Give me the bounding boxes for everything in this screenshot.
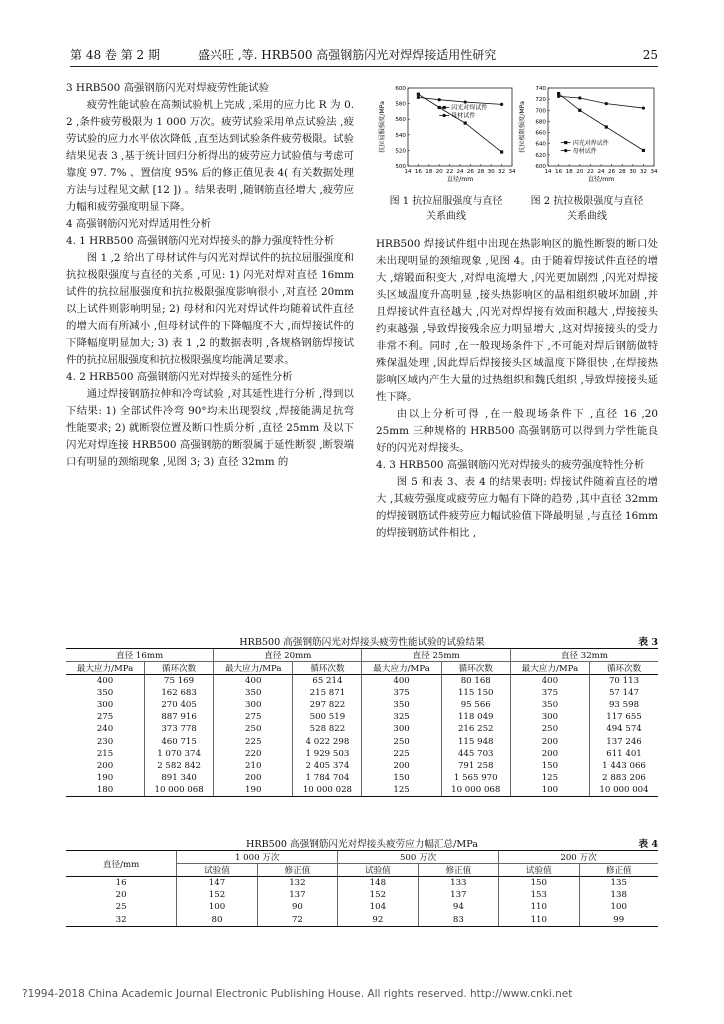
y-tick-label: 600 bbox=[395, 86, 406, 92]
data-point-square bbox=[605, 125, 608, 128]
table-3-body bbox=[66, 675, 658, 797]
x-tick-label: 28 bbox=[618, 169, 626, 175]
table-cell: 99 bbox=[579, 914, 658, 926]
y-tick-label: 740 bbox=[535, 86, 546, 92]
figure-2-chart bbox=[516, 82, 658, 192]
article-running-title: 盛兴旺 ,等. HRB500 高强钢筋闪光对焊焊接适用性研究 bbox=[198, 48, 497, 62]
y-tick-label: 580 bbox=[395, 101, 406, 108]
table-cell: 375 bbox=[510, 687, 589, 699]
table-cell: 90 bbox=[257, 901, 337, 913]
table-cell: 104 bbox=[338, 901, 418, 913]
section-3-paragraph: 疲劳性能试验在高频试验机上完成 ,采用的应力比 R 为 0. 2 ,条件疲劳极限为 1 000 万次。疲劳试验采用单点试验法 ,疲劳试验的应力水平依次降低 ,直至达到试验条件疲劳极限。试验结果见表 3 ,基于统计回归分析得出的疲劳应力试验值与考虑可靠度 97. 7% 、置信度 95% 后的修正值见表 4( 有关数据处理方法与过程见文献 [12 ]) 。结果表明 ,随钢筋直径增大 ,疲劳应力幅和疲劳强度明显下降。 bbox=[66, 99, 354, 213]
y-axis-label: 抗拉屈服强度/MPa bbox=[379, 101, 386, 153]
table-cell: 400 bbox=[362, 675, 441, 687]
table-cell: 300 bbox=[510, 711, 589, 723]
table-row bbox=[66, 877, 658, 889]
table-cell: 216 252 bbox=[441, 723, 510, 735]
table-cell: 400 bbox=[96, 675, 114, 686]
table-cell: 250 bbox=[510, 723, 589, 735]
table-3-col-stress: 最大应力/MPa bbox=[66, 662, 145, 675]
x-tick-label: 28 bbox=[477, 169, 485, 175]
data-point-square bbox=[464, 122, 467, 125]
section-4-2-heading: 4. 2 HRB500 高强钢筋闪光对焊接头的延性分析 bbox=[66, 371, 293, 383]
table-3-group-32: 直径 32mm bbox=[510, 649, 658, 662]
y-tick-label: 520 bbox=[395, 148, 406, 155]
table-row bbox=[66, 675, 658, 687]
table-3-group-16: 直径 16mm bbox=[66, 649, 214, 662]
table-cell: 152 bbox=[338, 889, 418, 901]
legend-label: 母材试件 bbox=[572, 147, 597, 155]
left-column bbox=[66, 80, 354, 471]
x-tick-label: 24 bbox=[456, 169, 464, 175]
x-tick-label: 22 bbox=[446, 169, 454, 175]
table-cell: 153 bbox=[499, 889, 579, 901]
table-cell: 135 bbox=[579, 877, 658, 889]
table-cell: 10 000 068 bbox=[441, 784, 510, 796]
table-cell: 275 bbox=[96, 712, 114, 723]
y-tick-label: 540 bbox=[395, 132, 406, 139]
table-row bbox=[66, 687, 658, 699]
running-header bbox=[70, 44, 658, 67]
table-cell: 220 bbox=[214, 748, 293, 760]
section-4-3-heading: 4. 3 HRB500 高强钢筋闪光对焊接头的疲劳强度特性分析 bbox=[376, 459, 645, 471]
table-cell: 4 022 298 bbox=[293, 735, 362, 747]
table-4-col-corr: 修正值 bbox=[579, 864, 658, 877]
table-cell: 891 340 bbox=[145, 772, 214, 784]
table-3-col-cycles: 循环次数 bbox=[441, 662, 510, 675]
table-4-col-corr: 修正值 bbox=[418, 864, 498, 877]
legend-marker-circle bbox=[443, 114, 446, 117]
table-cell: 137 bbox=[257, 889, 337, 901]
figure-1-caption-line1: 图 1 抗拉屈服强度与直径 bbox=[389, 196, 503, 207]
table-cell: 325 bbox=[362, 711, 441, 723]
table-cell: 137 246 bbox=[590, 735, 658, 747]
table-3-col-stress: 最大应力/MPa bbox=[214, 662, 293, 675]
table-3-number: 表 3 bbox=[638, 637, 658, 648]
table-row bbox=[66, 889, 658, 901]
table-4-number: 表 4 bbox=[638, 839, 658, 850]
y-tick-label: 560 bbox=[395, 117, 406, 124]
legend-label: 母材试件 bbox=[451, 112, 476, 120]
table-cell: 150 bbox=[362, 772, 441, 784]
table-cell: 100 bbox=[579, 901, 658, 913]
x-tick-label: 24 bbox=[597, 169, 605, 175]
table-cell: 115 150 bbox=[441, 687, 510, 699]
table-cell: 791 258 bbox=[441, 760, 510, 772]
y-tick-label: 720 bbox=[535, 97, 546, 104]
table-cell: 115 948 bbox=[441, 735, 510, 747]
table-cell: 210 bbox=[214, 760, 293, 772]
table-cell: 2 582 842 bbox=[145, 760, 214, 772]
figure-2-caption bbox=[516, 194, 658, 224]
table-cell: 10 000 004 bbox=[590, 784, 658, 796]
table-cell: 10 000 068 bbox=[145, 784, 214, 796]
x-axis-label: 直径/mm bbox=[587, 176, 615, 183]
data-point-circle bbox=[464, 100, 467, 103]
table-cell: 125 bbox=[362, 784, 441, 796]
y-tick-label: 700 bbox=[535, 108, 546, 115]
table-cell: 1 929 503 bbox=[293, 748, 362, 760]
table-cell: 240 bbox=[96, 724, 114, 735]
x-tick-label: 32 bbox=[498, 169, 506, 175]
section-4-heading: 4 高强钢筋闪光对焊适用性分析 bbox=[66, 218, 211, 230]
x-tick-label: 30 bbox=[487, 169, 495, 175]
table-cell: 225 bbox=[214, 735, 293, 747]
y-tick-label: 660 bbox=[535, 130, 546, 137]
page-number: 25 bbox=[642, 48, 658, 62]
table-4-col-corr: 修正值 bbox=[257, 864, 337, 877]
table-cell: 225 bbox=[362, 748, 441, 760]
table-4-group-500: 500 万次 bbox=[338, 851, 499, 864]
table-cell: 80 bbox=[177, 914, 257, 926]
table-4-col-test: 试验值 bbox=[177, 864, 257, 877]
data-point-circle bbox=[605, 102, 608, 105]
table-cell: 110 bbox=[499, 901, 579, 913]
table-4 bbox=[66, 850, 658, 927]
plot-frame bbox=[408, 88, 512, 166]
table-cell: 10 000 028 bbox=[293, 784, 362, 796]
legend-label: 闪光对焊试件 bbox=[572, 139, 609, 147]
table-4-col-diameter: 直径/mm bbox=[66, 851, 177, 877]
table-cell: 1 565 970 bbox=[441, 772, 510, 784]
table-cell: 1 070 374 bbox=[145, 748, 214, 760]
table-cell: 350 bbox=[510, 699, 589, 711]
table-cell: 200 bbox=[214, 772, 293, 784]
table-cell: 1 784 704 bbox=[293, 772, 362, 784]
table-cell: 373 778 bbox=[145, 723, 214, 735]
figure-1-caption-line2: 关系曲线 bbox=[426, 211, 466, 222]
table-cell: 494 574 bbox=[590, 723, 658, 735]
y-tick-label: 600 bbox=[535, 164, 546, 170]
table-cell: 200 bbox=[96, 760, 114, 771]
table-cell: 200 bbox=[510, 735, 589, 747]
table-cell: 350 bbox=[362, 699, 441, 711]
table-cell: 887 916 bbox=[145, 711, 214, 723]
table-cell: 125 bbox=[510, 772, 589, 784]
table-cell: 150 bbox=[499, 877, 579, 889]
table-3-col-cycles: 循环次数 bbox=[293, 662, 362, 675]
y-axis-label: 抗拉极限强度/MPa bbox=[519, 101, 526, 153]
y-tick-label: 680 bbox=[535, 119, 546, 126]
x-tick-label: 26 bbox=[608, 169, 616, 175]
table-cell: 117 655 bbox=[590, 711, 658, 723]
table-4-body bbox=[66, 877, 658, 927]
x-tick-label: 14 bbox=[544, 169, 552, 175]
table-cell: 300 bbox=[214, 699, 293, 711]
table-cell: 70 113 bbox=[590, 675, 658, 687]
y-tick-label: 640 bbox=[535, 141, 546, 148]
table-cell: 500 519 bbox=[293, 711, 362, 723]
table-cell: 2 405 374 bbox=[293, 760, 362, 772]
data-point-square bbox=[417, 93, 420, 96]
table-cell: 528 822 bbox=[293, 723, 362, 735]
table-4-col-test: 试验值 bbox=[499, 864, 579, 877]
table-cell: 400 bbox=[510, 675, 589, 687]
table-cell: 250 bbox=[362, 735, 441, 747]
table-cell: 65 214 bbox=[293, 675, 362, 687]
data-point-square bbox=[642, 149, 645, 152]
copyright-footer: ?1994-2018 China Academic Journal Electronic Publishing House. All rights reserved. http://www.cnki.net bbox=[22, 988, 573, 1000]
table-cell: 350 bbox=[96, 687, 114, 698]
data-point-square bbox=[557, 92, 560, 95]
table-cell: 300 bbox=[96, 699, 114, 710]
series-line-1 bbox=[559, 96, 644, 108]
figure-1-caption bbox=[376, 194, 516, 224]
table-3-group-20: 直径 20mm bbox=[214, 649, 362, 662]
x-tick-label: 20 bbox=[435, 169, 443, 175]
series-line-1 bbox=[418, 97, 501, 104]
table-cell: 200 bbox=[510, 748, 589, 760]
table-3-col-cycles: 循环次数 bbox=[590, 662, 658, 675]
x-tick-label: 16 bbox=[555, 169, 563, 175]
table-cell: 133 bbox=[418, 877, 498, 889]
x-tick-label: 18 bbox=[425, 169, 433, 175]
table-cell: 72 bbox=[257, 914, 337, 926]
table-3-col-cycles: 循环次数 bbox=[145, 662, 214, 675]
table-cell: 147 bbox=[177, 877, 257, 889]
legend-label: 闪光对焊试件 bbox=[451, 104, 488, 112]
table-cell: 611 401 bbox=[590, 748, 658, 760]
issue-label: 第 48 卷 第 2 期 bbox=[70, 48, 160, 62]
table-cell: 137 bbox=[418, 889, 498, 901]
section-4-1-paragraph: 图 1 ,2 给出了母材试件与闪光对焊试件的抗拉屈服强度和抗拉极限强度与直径的关系 ,可见: 1) 闪光对焊对直径 16mm 试件的抗拉屈服强度和抗拉极限强度影响很小 ,对直径 20mm 以上试件则影响明显; 2) 母材和闪光对焊试件均随着试件直径的增大而有所减小 ,但母材试件的下降幅度不大 ,而焊接试件的下降幅度明显加大; 3) 表 1 ,2 的数据表明 ,各规格钢筋焊接试件的抗拉屈服强度和抗拉极限强度均能满足要求。 bbox=[66, 252, 354, 366]
data-point-circle bbox=[578, 96, 581, 99]
x-axis-label: 直径/mm bbox=[446, 176, 474, 183]
table-cell: 32 bbox=[66, 914, 177, 926]
table-row bbox=[66, 772, 658, 784]
section-4-1-heading: 4. 1 HRB500 高强钢筋闪光对焊接头的静力强度特性分析 bbox=[66, 235, 335, 247]
table-row bbox=[66, 735, 658, 747]
table-cell: 275 bbox=[214, 711, 293, 723]
series-line-0 bbox=[418, 94, 501, 152]
table-cell: 270 405 bbox=[145, 699, 214, 711]
table-cell: 100 bbox=[510, 784, 589, 796]
table-cell: 250 bbox=[214, 723, 293, 735]
data-point-circle bbox=[500, 103, 503, 106]
table-cell: 445 703 bbox=[441, 748, 510, 760]
table-cell: 94 bbox=[418, 901, 498, 913]
figure-2-caption-line2: 关系曲线 bbox=[567, 211, 607, 222]
table-row bbox=[66, 699, 658, 711]
table-cell: 93 598 bbox=[590, 699, 658, 711]
table-cell: 152 bbox=[177, 889, 257, 901]
legend-marker-square bbox=[443, 106, 446, 109]
table-cell: 230 bbox=[96, 736, 114, 747]
table-cell: 25 bbox=[115, 902, 127, 913]
table-3 bbox=[66, 648, 658, 797]
x-tick-label: 26 bbox=[466, 169, 474, 175]
table-4-title: HRB500 高强钢筋闪光对焊接头疲劳应力幅汇总/MPa bbox=[246, 839, 478, 850]
table-row bbox=[66, 711, 658, 723]
table-cell: 110 bbox=[499, 914, 579, 926]
table-cell: 400 bbox=[214, 675, 293, 687]
table-cell: 375 bbox=[362, 687, 441, 699]
right-paragraph-3: 图 5 和表 3、表 4 的结果表明: 焊接试件随着直径的增大 ,其疲劳强度或疲劳应力幅有下降的趋势 ,其中直径 32mm 的焊接钢筋试件疲劳应力幅试验值下降最明显 ,与直径 16mm 的焊接钢筋试件相比 , bbox=[376, 476, 658, 539]
table-cell: 100 bbox=[177, 901, 257, 913]
table-cell: 2 883 206 bbox=[590, 772, 658, 784]
data-point-square bbox=[500, 150, 503, 153]
data-point-circle bbox=[417, 96, 420, 99]
table-row bbox=[66, 748, 658, 760]
table-cell: 215 bbox=[96, 748, 114, 759]
figures-area bbox=[376, 82, 658, 232]
table-cell: 20 bbox=[115, 890, 127, 901]
table-cell: 297 822 bbox=[293, 699, 362, 711]
table-cell: 190 bbox=[96, 773, 114, 784]
table-cell: 180 bbox=[66, 784, 145, 796]
data-point-circle bbox=[557, 95, 560, 98]
section-3-heading: 3 HRB500 高强钢筋闪光对焊疲劳性能试验 bbox=[66, 82, 270, 94]
table-4-group-200: 200 万次 bbox=[499, 851, 658, 864]
table-row bbox=[66, 914, 658, 926]
table-3-col-stress: 最大应力/MPa bbox=[362, 662, 441, 675]
table-row bbox=[66, 723, 658, 735]
figure-1-chart bbox=[376, 82, 516, 192]
legend-marker-circle bbox=[564, 149, 567, 152]
table-cell: 190 bbox=[214, 784, 293, 796]
table-cell: 215 871 bbox=[293, 687, 362, 699]
x-tick-label: 34 bbox=[508, 169, 516, 175]
figure-2-caption-line1: 图 2 抗拉极限强度与直径 bbox=[530, 196, 644, 207]
table-3-col-stress: 最大应力/MPa bbox=[510, 662, 589, 675]
table-row bbox=[66, 784, 658, 796]
table-cell: 57 147 bbox=[590, 687, 658, 699]
table-cell: 95 566 bbox=[441, 699, 510, 711]
table-cell: 83 bbox=[418, 914, 498, 926]
section-4-2-paragraph: 通过焊接钢筋拉伸和冷弯试验 ,对其延性进行分析 ,得到以下结果: 1) 全部试件冷弯 90°均未出现裂纹 ,焊接能满足抗弯性能要求; 2) 就断裂位置及断口性质分析 ,直径 25mm 及以下闪光对焊连接 HRB500 高强钢筋的断裂属于延性断裂 ,断裂端口有明显的颈缩现象 ,见图 3; 3) 直径 32mm 的 bbox=[66, 388, 354, 468]
table-cell: 150 bbox=[510, 760, 589, 772]
table-cell: 16 bbox=[115, 877, 127, 888]
data-point-circle bbox=[642, 106, 645, 109]
data-point-circle bbox=[438, 98, 441, 101]
right-paragraph-2: 由以上分析可得 ,在一般现场条件下 ,直径 16 ,20 25mm 三种规格的 HRB500 高强钢筋可以得到力学性能良好的闪光对焊接头。 bbox=[376, 408, 658, 454]
table-row bbox=[66, 901, 658, 913]
data-point-square bbox=[578, 109, 581, 112]
table-cell: 75 169 bbox=[145, 675, 214, 687]
right-column bbox=[376, 236, 658, 542]
table-cell: 300 bbox=[362, 723, 441, 735]
table-cell: 200 bbox=[362, 760, 441, 772]
x-tick-label: 30 bbox=[629, 169, 637, 175]
table-cell: 162 683 bbox=[145, 687, 214, 699]
table-cell: 138 bbox=[579, 889, 658, 901]
table-cell: 350 bbox=[214, 687, 293, 699]
plot-frame bbox=[548, 88, 654, 166]
x-tick-label: 22 bbox=[586, 169, 594, 175]
table-4-col-test: 试验值 bbox=[338, 864, 418, 877]
y-tick-label: 620 bbox=[535, 152, 546, 159]
x-tick-label: 34 bbox=[650, 169, 658, 175]
y-tick-label: 500 bbox=[395, 164, 406, 170]
table-3-title: HRB500 高强钢筋闪光对焊接头疲劳性能试验的试验结果 bbox=[239, 637, 485, 648]
x-tick-label: 16 bbox=[414, 169, 422, 175]
table-cell: 1 443 066 bbox=[590, 760, 658, 772]
table-cell: 80 168 bbox=[441, 675, 510, 687]
x-tick-label: 18 bbox=[565, 169, 573, 175]
legend-marker-square bbox=[564, 141, 567, 144]
table-cell: 118 049 bbox=[441, 711, 510, 723]
table-cell: 460 715 bbox=[145, 735, 214, 747]
table-4-group-1000: 1 000 万次 bbox=[177, 851, 338, 864]
table-cell: 132 bbox=[257, 877, 337, 889]
table-cell: 92 bbox=[338, 914, 418, 926]
table-3-group-25: 直径 25mm bbox=[362, 649, 510, 662]
x-tick-label: 14 bbox=[404, 169, 412, 175]
x-tick-label: 32 bbox=[639, 169, 647, 175]
right-paragraph-1: HRB500 焊接试件组中出现在热影响区的脆性断裂的断口处未出现明显的颈缩现象 ,见图 4。由于随着焊接试件直径的增大 ,熔锻面积变大 ,对焊电流增大 ,闪光更加剧烈 ,闪光对焊接头区域温度升高明显 ,接头热影响区的晶相组织破坏加剧 ,并且焊接试件直径越大 ,闪光对焊焊接有效面积越大 ,焊接接头约束越强 ,导致焊接残余应力明显增大 ,这对焊接接头的受力非常不利。同时 ,在一般现场条件下 ,不可能对焊后钢筋做特殊保温处理 ,因此焊后焊接接头区域温度下降很快 ,在焊接热影响区域内产生大量的过热组织和魏氏组织 ,导致焊接接头延性下降。 bbox=[376, 238, 658, 403]
table-row bbox=[66, 760, 658, 772]
table-cell: 148 bbox=[338, 877, 418, 889]
x-tick-label: 20 bbox=[576, 169, 584, 175]
